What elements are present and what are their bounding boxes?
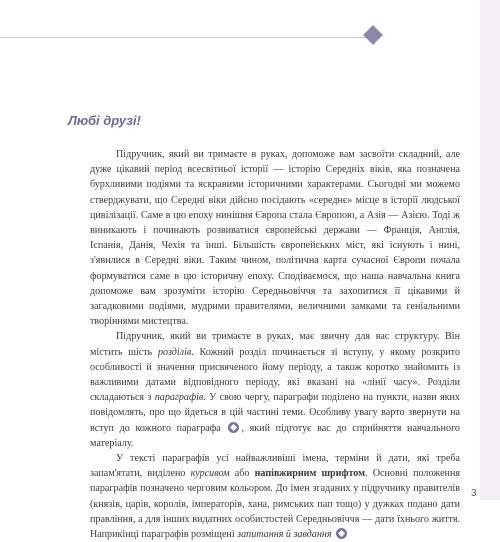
text-run [332,529,335,540]
page-edge-sidebar [480,0,500,500]
paragraph-2 [90,329,460,451]
bold-term: напівжирним шрифтом [254,468,366,480]
italic-term: розділів [158,346,192,358]
italic-term: курсивом [190,468,230,480]
text-run: або [229,468,255,480]
body-text [90,147,460,542]
diamond-badge-icon [228,422,239,433]
text-run: , який підготує вас до сприйняття навчального матеріалу. [90,422,460,449]
text-run: . Основні положення параграфів позначено черговим кольором. До імен згаданих у підручнику правителів (князів, царів, королів, імператорів, хана, римських пап тощо) у дужках подано дати правління, а для інших видатних особистостей Середньовіччя — дати їхнього життя. Наприкінці параграфів розміщені [90,468,461,541]
header-rule [0,37,368,38]
text-run: . Кожний розділ починається зі вступу, у якому розкрито особливості й значення присвяченого йому періоду, а також коротко знайомить із важливими датами відповідного періоду, які вказані на «лінії часу». Розділи складаються з [90,346,460,404]
text-run: Підручник, який ви тримаєте в руках, має звичну для вас структуру. Він містить шість [90,331,460,358]
question-badge-icon [336,528,347,539]
paragraph-3 [90,451,460,542]
italic-term: параграфів [154,392,204,404]
paragraph-1 [90,147,460,329]
diamond-icon [363,25,383,45]
text-run: Підручник, який ви тримаєте в руках, допоможе вам засвоїти складний, але дуже цікавий період всесвітньої історії — історію Середніх віків, яка позначена бурхливими подіями та яскравими історичними характерами. Сьогодні ми можемо стверджувати, що Середні віки дійсно посідають «середнє» місце в історії людської цивілізації. Саме в цю епоху нинішня Європа стала Європою, а Азія — Азією. Тоді ж виникають і починають розвиватися європейські держави — Франція, Англія, Іспанія, Данія, Чехія та інші. Більшість європейських міст, які існують і нині, з'явилися в Середні віки. Таким чином, політична карта сучасної Європи почала формуватися саме в цю історичну епоху. Сподіваємося, що наша навчальна книга допоможе вам зрозуміти історію Середньовіччя та захопитися її цікавими й загадковими подіями, мудрими правителями, величними замками та геніальними творіннями мистецтва. [90,149,460,328]
page-number: 3 [471,488,477,499]
text-run: У тексті параграфів усі найважливіші імена, терміни й дати, які треба запам'ятати, виділено [90,453,460,480]
page-heading: Любі друзі! [68,113,141,128]
italic-term: запитання й завдання [237,529,332,541]
text-run: . У свою чергу, параграфи поділено на пункти, назви яких повідомлять, про що йдеться в цій частині теми. Особливу увагу варто звернути на вступ до кожного параграфа [90,392,460,434]
